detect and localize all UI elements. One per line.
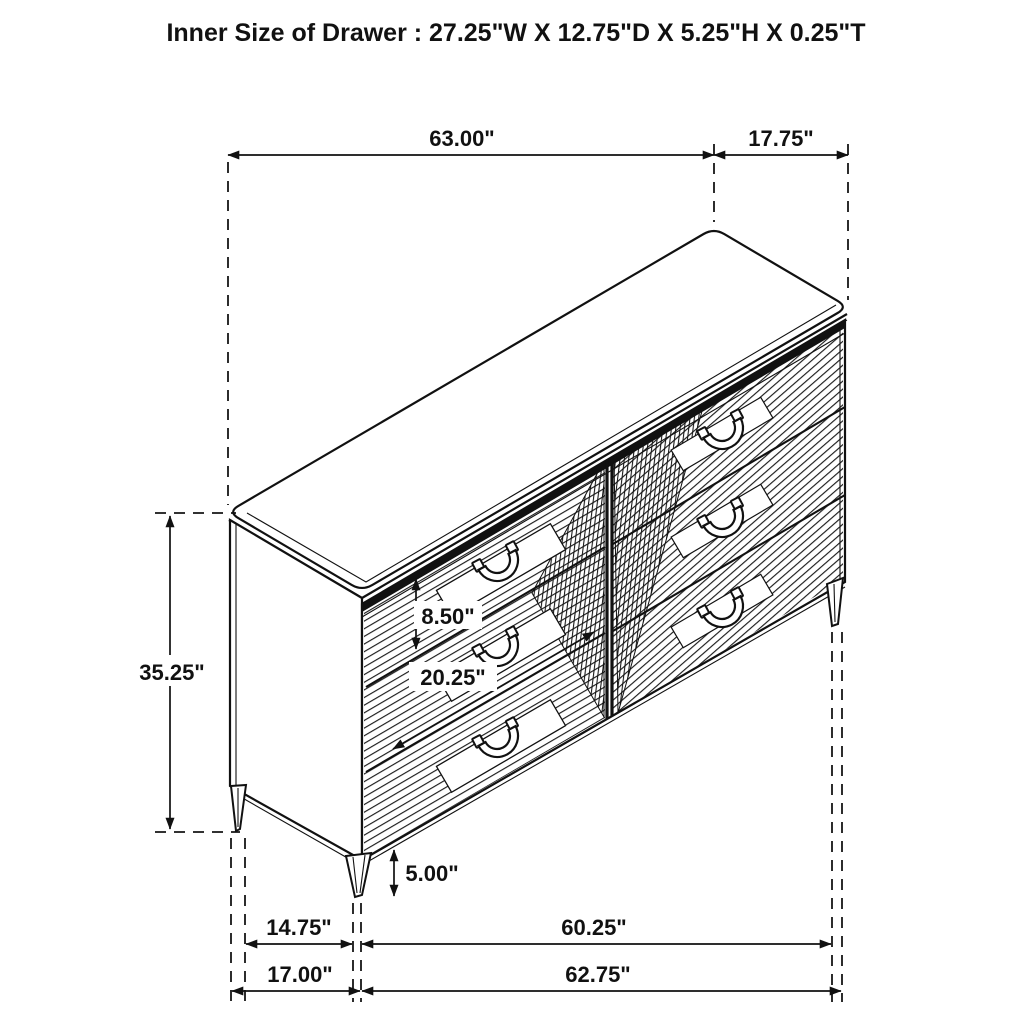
dim-base-front-inset: 14.75" <box>266 915 332 940</box>
dim-overall-height: 35.25" <box>139 660 205 685</box>
left-side-panel <box>230 520 362 860</box>
dim-base-depth: 17.00" <box>267 962 333 987</box>
dresser-drawing <box>229 231 847 897</box>
diagram-title: Inner Size of Drawer : 27.25"W X 12.75"D X 5.25"H X 0.25"T <box>166 19 866 47</box>
dim-top-width: 63.00" <box>429 126 495 151</box>
dim-drawer-diagonal: 20.25" <box>420 665 486 690</box>
dim-drawer-front-height: 8.50" <box>421 604 475 629</box>
dim-base-width-outer: 62.75" <box>565 962 631 987</box>
dim-leg-height: 5.00" <box>405 861 459 886</box>
dim-base-width-inner: 60.25" <box>561 915 627 940</box>
dim-top-depth: 17.75" <box>748 126 814 151</box>
